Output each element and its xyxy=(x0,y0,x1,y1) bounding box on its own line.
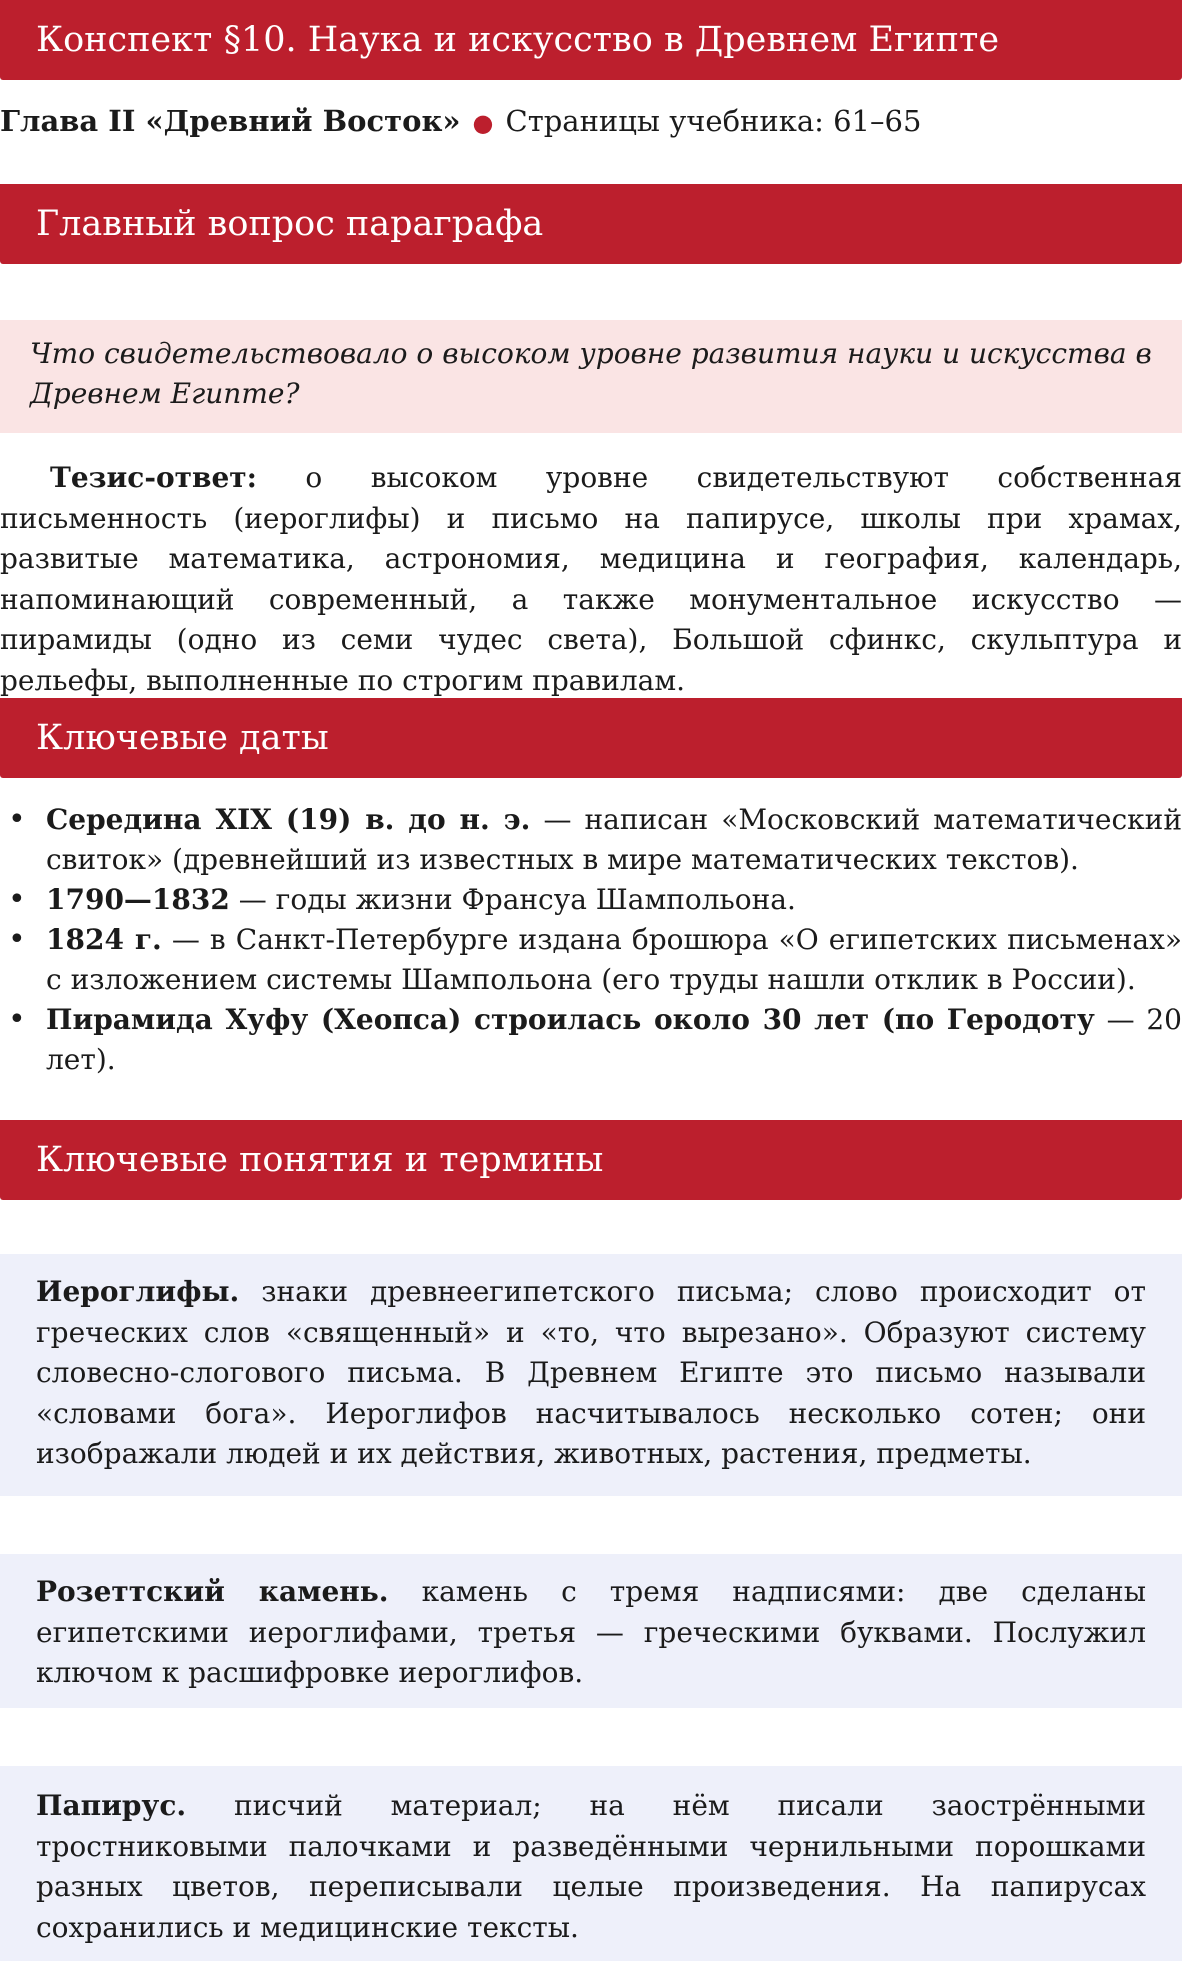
main-question-text: Что свидетельствовало о высоком уровне развития науки и искусства в Древнем Египте? xyxy=(30,337,1152,410)
date-text: — в Санкт-Петербурге издана брошюра «О египетских письменах» с изложением системы Шампольона (его труды нашли отклик в России). xyxy=(46,923,1182,996)
date-text: — годы жизни Франсуа Шампольона. xyxy=(229,883,796,916)
key-dates-heading: Ключевые даты xyxy=(36,717,329,758)
date-text: — 20 лет). xyxy=(46,1003,1182,1076)
term-definition: камень с тремя надписями: две сделаны египетскими иероглифами, третья — греческими буквами. Послужил ключом к расшифровке иероглифов. xyxy=(36,1575,1146,1689)
date-label: 1824 г. xyxy=(46,923,162,956)
list-item xyxy=(0,1000,1182,1080)
thesis-text: о высоком уровне свидетельствуют собственная письменность (иероглифы) и письмо на папирусе, школы при храмах, развитые математика, астрономия, медицина и география, календарь, напоминающий современный, а также монументальное искусство — пирамиды (одно из семи чудес света), Большой сфинкс, скульптура и рельефы, выполненные по строгим правилам. xyxy=(0,461,1182,697)
thesis-answer xyxy=(0,458,1182,701)
date-label: Пирамида Хуфу (Хеопса) строилась около 30 лет (по Геродоту xyxy=(46,1003,1095,1036)
key-dates-heading-bar xyxy=(0,698,1182,778)
chapter-name: Глава II «Древний Восток» xyxy=(0,104,461,138)
list-item xyxy=(0,800,1182,880)
key-dates-list xyxy=(0,800,1182,1080)
key-terms-heading-bar xyxy=(0,1120,1182,1200)
page-title: Конспект §10. Наука и искусство в Древнем Египте xyxy=(36,19,1000,60)
list-item xyxy=(0,920,1182,1000)
term-card xyxy=(0,1254,1182,1496)
textbook-pages: Страницы учебника: 61–65 xyxy=(505,104,922,138)
bullet-icon: • xyxy=(8,922,26,957)
bullet-icon: • xyxy=(8,802,26,837)
page-title-bar xyxy=(0,0,1182,80)
chapter-line xyxy=(0,104,921,138)
main-question-box xyxy=(0,320,1182,433)
thesis-label: Тезис-ответ: xyxy=(50,461,257,494)
main-question-heading: Главный вопрос параграфа xyxy=(36,203,544,244)
term-definition: знаки древнеегипетского письма; слово происходит от греческих слов «священный» и «то, что вырезано». Образуют систему словесно-слогового письма. В Древнем Египте это письмо называли «словами бога». Иероглифов насчитывалось несколько сотен; они изображали людей и их действия, животных, растения, предметы. xyxy=(36,1275,1146,1470)
term-title: Розеттский камень. xyxy=(36,1575,389,1608)
date-label: Середина XIX (19) в. до н. э. xyxy=(46,803,531,836)
term-definition: писчий материал; на нём писали заострёнными тростниковыми палочками и разведёнными чернильными порошками разных цветов, переписывали целые произведения. На папирусах сохранились и медицинские тексты. xyxy=(36,1789,1146,1944)
date-label: 1790—1832 xyxy=(46,883,230,916)
bullet-icon: • xyxy=(8,882,26,917)
list-item xyxy=(0,880,1182,920)
separator-dot-icon: ● xyxy=(472,109,494,137)
main-question-heading-bar xyxy=(0,184,1182,264)
key-terms-heading: Ключевые понятия и термины xyxy=(36,1139,604,1180)
bullet-icon: • xyxy=(8,1002,26,1037)
term-title: Иероглифы. xyxy=(36,1275,240,1308)
term-card xyxy=(0,1554,1182,1708)
term-card xyxy=(0,1766,1182,1961)
date-text: — написан «Московский математический свиток» (древнейший из известных в мире математических текстов). xyxy=(46,803,1182,876)
term-title: Папирус. xyxy=(36,1789,187,1822)
